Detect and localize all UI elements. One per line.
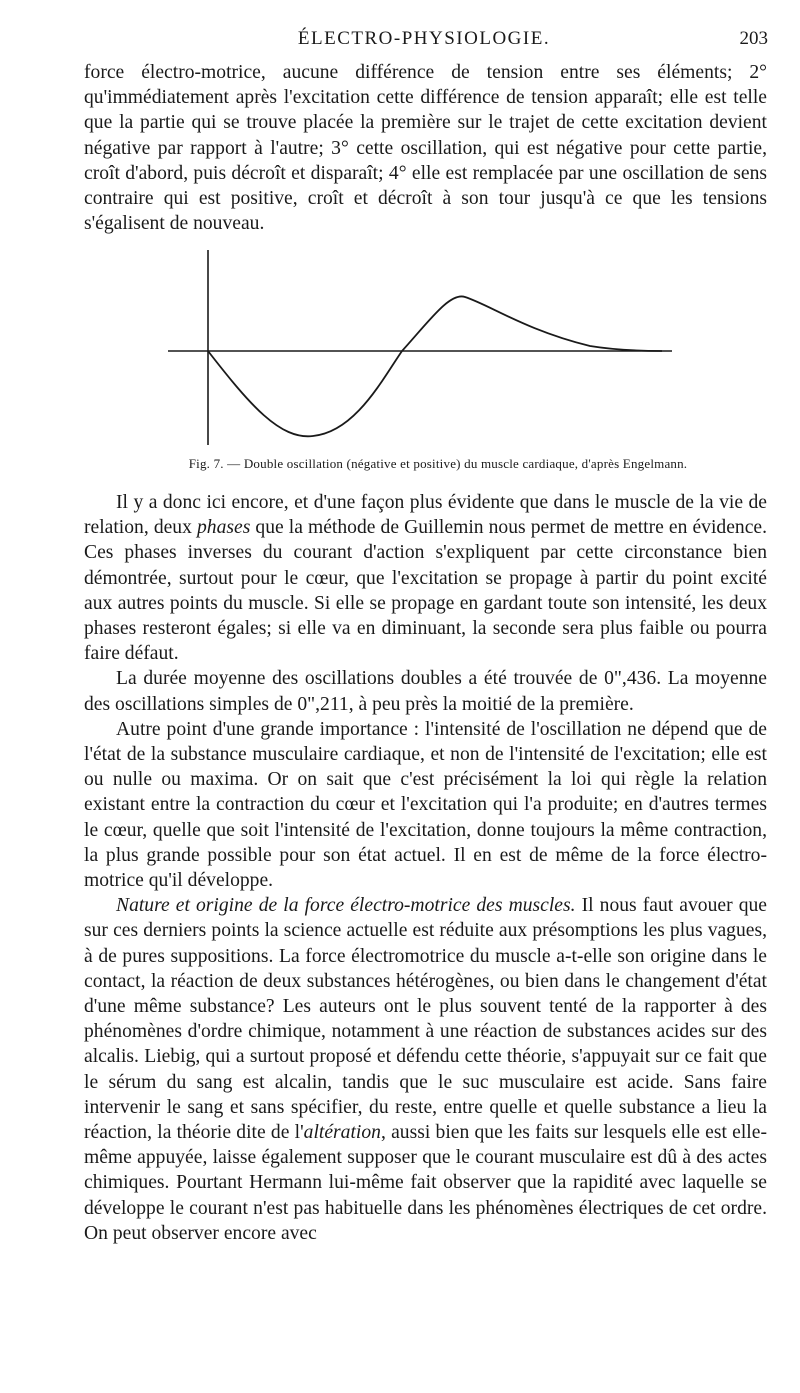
paragraph-2 (84, 490, 767, 666)
page-number: 203 (739, 28, 768, 49)
paragraph-5-text-a: Il nous faut avouer que sur ces derniers points la science actuelle est réduite aux présomptions les plus vagues, à de pures suppositions. La force électromotrice du muscle a-t-elle son origine dans le contact, la réaction de deux substances hétérogènes, ou bien dans le changement d'état d'une même substance? Les auteurs ont le plus souvent tenté de la rapporter à des phénomènes d'ordre chimique, notamment à une réaction de substances acides sur des alcalis. Liebig, qui a surtout proposé et défendu cette théorie, s'appuyait sur ce fait que le sérum du sang est alcalin, tandis que le suc musculaire est acide. Sans faire intervenir le sang et sans spécifier, du reste, entre quelle et quelle substance a lieu la réaction, la théorie dite de l' (84, 895, 767, 1144)
paragraph-2-italic: phases (196, 517, 251, 539)
paragraph-5-italic: altération (303, 1122, 381, 1144)
paragraph-5 (84, 893, 767, 1246)
running-title: ÉLECTRO-PHYSIOLOGIE. (297, 28, 551, 49)
running-header (80, 28, 768, 52)
paragraph-4: Autre point d'une grande importance : l'intensité de l'oscillation ne dépend que de l'état de la substance musculaire cardiaque, et non de l'intensité de l'excitation; elle est ou nulle ou maxima. Or on sait que c'est précisément la loi qui règle la relation existant entre la contraction du cœur et l'excitation qui l'a produite; en d'autres termes le cœur, quelle que soit l'intensité de l'excitation, donne toujours la même contraction, la plus grande possible pour son état actuel. Il en est de même de la force électro-motrice qu'il développe. (84, 718, 767, 892)
section-heading: Nature et origine de la force électro-motrice des muscles. (116, 895, 576, 917)
figure-caption: Fig. 7. — Double oscillation (négative et positive) du muscle cardiaque, d'après Engelmann. (188, 456, 688, 471)
paragraph-1: force électro-motrice, aucune différence de tension entre ses éléments; 2° qu'immédiatement après l'excitation cette différence de tension apparaît; elle est telle que la partie qui se trouve placée la première sur le trajet de cette excitation devient négative par rapport à l'autre; 3° cette oscillation, qui est négative pour cette partie, croît d'abord, puis décroît et disparaît; 4° elle est remplacée par une oscillation de sens contraire qui est positive, croît et décroît à son tour jusqu'à ce que les tensions s'égalisent de nouveau. (84, 62, 767, 235)
paragraph-5-text-b: , aussi bien que les faits sur lesquels elle est elle-même appuyée, laisse également supposer que le courant musculaire est dû à des actes chimiques. Pourtant Hermann lui-même fait observer que la rapidité avec laquelle se développe le courant n'est pas habituelle dans les phénomènes électriques de cet ordre. On peut observer encore avec (84, 1122, 767, 1244)
double-oscillation-curve (208, 296, 662, 436)
text-block-main (84, 490, 767, 1246)
oscillation-figure (150, 240, 710, 455)
paragraph-3: La durée moyenne des oscillations doubles a été trouvée de 0",436. La moyenne des oscillations simples de 0",211, à peu près la moitié de la première. (84, 668, 767, 715)
paragraph-2-text-b: que la méthode de Guillemin nous permet de mettre en évidence. Ces phases inverses du courant d'action s'expliquent par cette circonstance bien démontrée, surtout pour le cœur, que l'excitation se propage à partir du point excité aux autres points du muscle. Si elle se propage en gardant toute son intensité, les deux phases resteront égales; si elle va en diminuant, la seconde sera plus faible ou pourra faire défaut. (84, 517, 767, 665)
paragraph-2-text-a: Il y a donc ici encore, et d'une façon plus évidente que dans le muscle de la vie de relation, deux (84, 492, 767, 539)
text-block-top (84, 60, 767, 236)
